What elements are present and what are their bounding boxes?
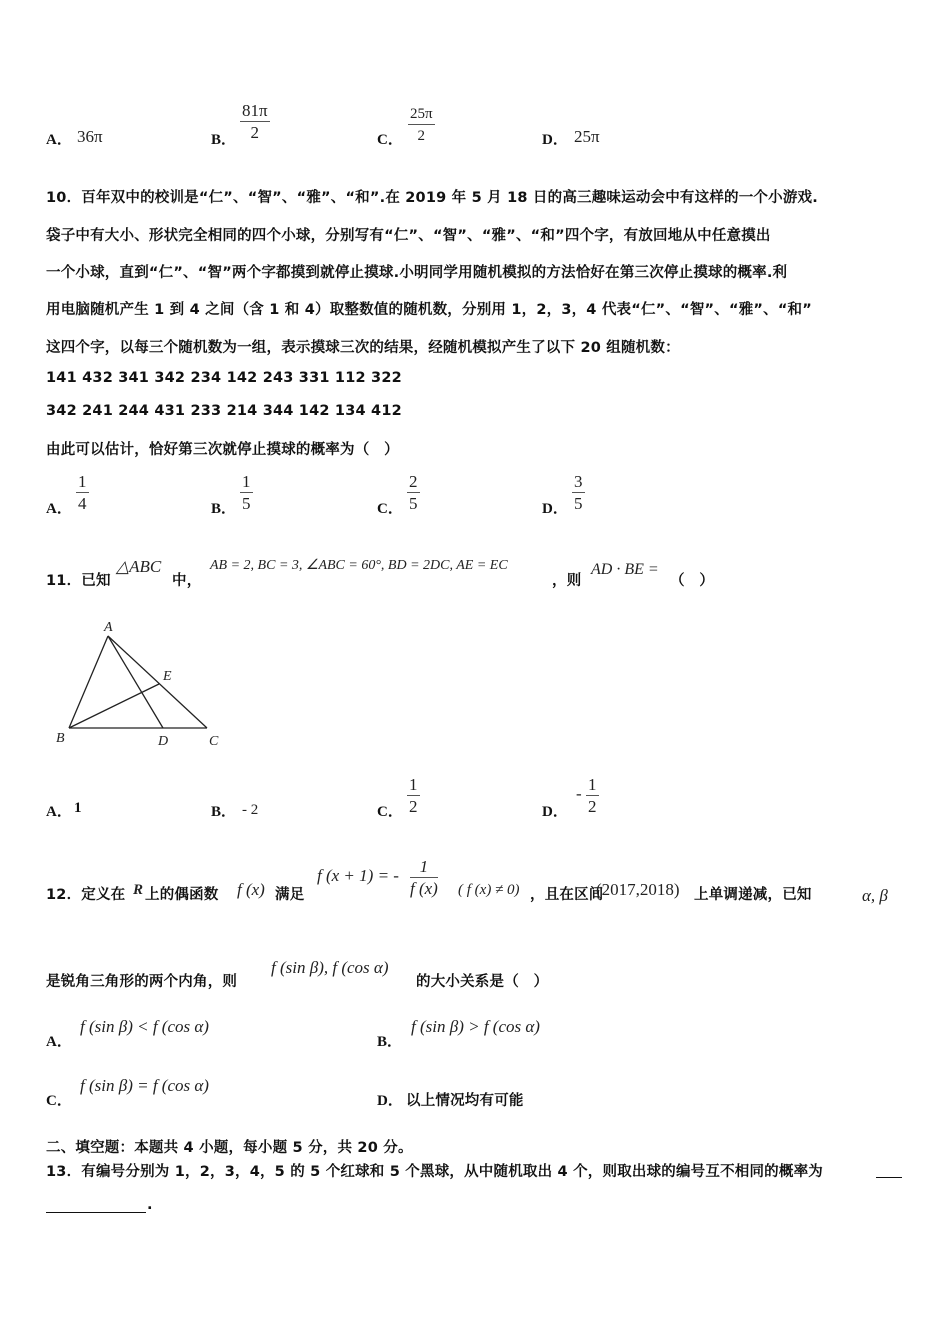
q10-option-d-fraction: 3 5 xyxy=(574,472,583,513)
q13-answer-blank-1[interactable] xyxy=(876,1160,902,1178)
q12-mid3: ，且在区间 xyxy=(530,887,604,903)
q10-question: 由此可以估计，恰好第三次就停止摸球的概率为（ ） xyxy=(46,442,399,458)
q12-option-d-label: D． xyxy=(377,1093,403,1109)
q12-option-b-label: B． xyxy=(377,1034,403,1050)
section-heading: 二、填空题：本题共 4 小题，每小题 5 分，共 20 分。 xyxy=(46,1140,413,1156)
q11-conditions: AB = 2, BC = 3, ∠ABC = 60°, BD = 2DC, AE = EC xyxy=(210,558,508,573)
q12-fx: f (x) xyxy=(237,880,265,899)
q10-option-c-label: C． xyxy=(377,501,403,517)
q12-equation-lhs: f (x + 1) = - xyxy=(317,866,399,885)
q13-period: . xyxy=(147,1197,153,1213)
q9-option-d-label: D． xyxy=(542,132,568,148)
q12-option-a-value: f (sin β) < f (cos α) xyxy=(80,1017,209,1036)
q10-option-d-label: D． xyxy=(542,501,568,517)
q11-option-c-fraction: 1 2 xyxy=(409,775,418,816)
q11-option-a-value: 1 xyxy=(74,800,82,816)
q11-answer-blank: （ ） xyxy=(670,573,715,589)
q11-triangle: △ABC xyxy=(116,557,162,576)
q10-option-b-label: B． xyxy=(211,501,237,517)
segment-ac xyxy=(108,636,207,728)
q10-line-2: 袋子中有大小、形状完全相同的四个小球，分别写有“仁”、“智”、“雅”、“和”四个字，有放回地从中任意摸出 xyxy=(46,228,771,244)
q12-option-d-value: 以上情况均有可能 xyxy=(406,1093,524,1109)
q9-option-d-value: 25π xyxy=(574,127,600,146)
q11-prefix: 11．已知 xyxy=(46,573,111,589)
q10-line-5: 这四个字，以每三个随机数为一组，表示摸球三次的结果，经随机模拟产生了以下 20 组随机数： xyxy=(46,340,680,356)
q11-option-d-sign: - xyxy=(576,784,582,803)
q9-option-a-label: A． xyxy=(46,132,72,148)
label-e: E xyxy=(163,669,172,684)
q11-option-b-value: - 2 xyxy=(242,802,259,818)
q12-option-c-value: f (sin β) = f (cos α) xyxy=(80,1076,209,1095)
q9-option-c-label: C． xyxy=(377,132,403,148)
q13-text: 13．有编号分别为 1，2，3，4，5 的 5 个红球和 5 个黑球，从中随机取出 4 个，则取出球的编号互不相同的概率为 xyxy=(46,1164,823,1180)
q10-option-b-fraction: 1 5 xyxy=(242,472,251,513)
q11-option-d-label: D． xyxy=(542,804,568,820)
q12-interval: (2017,2018) xyxy=(596,880,680,899)
q10-option-a-fraction: 1 4 xyxy=(78,472,87,513)
q9-option-a-value: 36π xyxy=(77,127,103,146)
q12-condition: ( f (x) ≠ 0) xyxy=(458,882,520,898)
q11-mid: 中， xyxy=(172,573,202,589)
q11-option-d-fraction: 1 2 xyxy=(588,775,597,816)
q10-line-3: 一个小球，直到“仁”、“智”两个字都摸到就停止摸球.小明同学用随机模拟的方法恰好在第三次停止摸球的概率.利 xyxy=(46,265,788,281)
segment-ab xyxy=(69,636,108,728)
q12-mid4: 上单调递减，已知 xyxy=(694,887,812,903)
q11-then: ，则 xyxy=(552,573,582,589)
q12-line2-prefix: 是锐角三角形的两个内角，则 xyxy=(46,974,238,990)
q9-option-b-fraction: 81π 2 xyxy=(242,101,268,142)
q12-mid2: 满足 xyxy=(275,887,305,903)
triangle-figure xyxy=(50,612,230,752)
q11-option-c-label: C． xyxy=(377,804,403,820)
q10-option-a-label: A． xyxy=(46,501,72,517)
label-b: B xyxy=(56,731,65,746)
segment-be xyxy=(69,684,159,728)
q10-line-1: 10．百年双中的校训是“仁”、“智”、“雅”、“和”.在 2019 年 5 月 18 日的高三趣味运动会中有这样的一个小游戏. xyxy=(46,190,818,206)
label-c: C xyxy=(209,734,219,749)
q10-random-numbers-row-1: 141 432 341 342 234 142 243 331 112 322 xyxy=(46,370,402,386)
label-d: D xyxy=(158,734,169,749)
q12-mid1: 上的偶函数 xyxy=(145,887,219,903)
q10-option-c-fraction: 2 5 xyxy=(409,472,418,513)
q12-line2-suffix: 的大小关系是（ ） xyxy=(416,974,549,990)
q11-expression: AD · BE = xyxy=(591,561,659,578)
q12-equation-fraction: 1 f (x) xyxy=(410,857,438,898)
q9-option-c-fraction: 25π 2 xyxy=(410,106,433,144)
q13-answer-blank-2[interactable] xyxy=(46,1195,146,1213)
q12-prefix: 12．定义在 xyxy=(46,887,126,903)
q11-option-b-label: B． xyxy=(211,804,237,820)
segment-ad xyxy=(108,636,163,728)
q12-option-a-label: A． xyxy=(46,1034,72,1050)
q9-option-b-label: B． xyxy=(211,132,237,148)
q12-r: R xyxy=(133,882,144,898)
q10-line-4: 用电脑随机产生 1 到 4 之间（含 1 和 4）取整数值的随机数，分别用 1，2，3，4 代表“仁”、“智”、“雅”、“和” xyxy=(46,302,812,318)
q12-alpha-beta: α, β xyxy=(862,886,888,905)
q12-option-c-label: C． xyxy=(46,1093,72,1109)
q12-option-b-value: f (sin β) > f (cos α) xyxy=(411,1017,540,1036)
label-a: A xyxy=(104,620,113,635)
q10-random-numbers-row-2: 342 241 244 431 233 214 344 142 134 412 xyxy=(46,403,402,419)
q11-option-a-label: A． xyxy=(46,804,72,820)
q12-line2-expression: f (sin β), f (cos α) xyxy=(271,958,389,977)
